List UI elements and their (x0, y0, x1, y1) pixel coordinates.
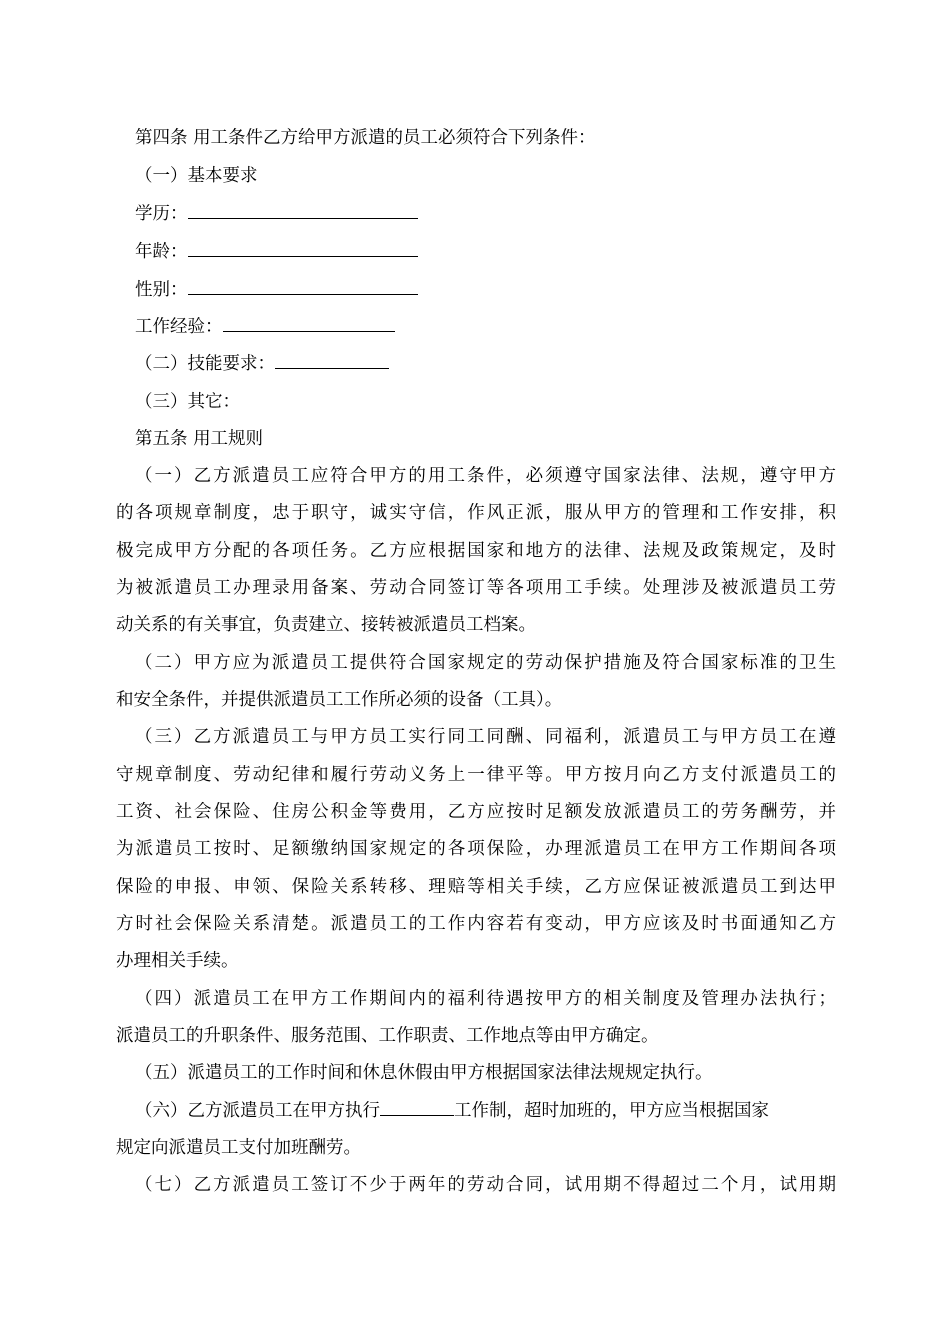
paragraph-line: 守规章制度、劳动纪律和履行劳动义务上一律平等。甲方按月向乙方支付派遣员工的 (116, 765, 836, 785)
article4-heading: 第四条 用工条件乙方给甲方派遣的员工必须符合下列条件： (135, 128, 596, 148)
paragraph-line: 和安全条件，并提供派遣员工工作所必须的设备（工具）。 (116, 690, 563, 710)
age-label: 年龄： (135, 242, 188, 262)
age-blank[interactable] (188, 240, 418, 257)
paragraph-line: 工资、社会保险、住房公积金等费用，乙方应按时足额发放派遣员工的劳务酬劳，并 (116, 802, 836, 822)
paragraph-line: 的各项规章制度，忠于职守，诚实守信，作风正派，服从甲方的管理和工作安排，积 (116, 503, 836, 523)
education-field (135, 202, 855, 226)
age-field (135, 240, 855, 264)
experience-field (135, 315, 855, 339)
work-system-line (135, 1099, 855, 1123)
paragraph-line: （五）派遣员工的工作时间和休息休假由甲方根据国家法律法规规定执行。 (135, 1063, 713, 1083)
education-label: 学历： (135, 204, 188, 224)
paragraph-line: 方时社会保险关系清楚。派遣员工的工作内容若有变动，甲方应该及时书面通知乙方 (116, 914, 836, 934)
paragraph-line: （四）派遣员工在甲方工作期间内的福利待遇按甲方的相关制度及管理办法执行； (135, 989, 836, 1009)
paragraph-line: （一）乙方派遣员工应符合甲方的用工条件，必须遵守国家法律、法规，遵守甲方 (135, 466, 836, 486)
article5-heading: 第五条 用工规则 (135, 429, 264, 449)
work-system-blank[interactable] (380, 1099, 454, 1116)
paragraph-line: （三）乙方派遣员工与甲方员工实行同工同酬、同福利，派遣员工与甲方员工在遵 (135, 727, 836, 747)
skills-label: （二）技能要求： (135, 354, 275, 374)
paragraph-line: （七）乙方派遣员工签订不少于两年的劳动合同，试用期不得超过二个月，试用期 (135, 1175, 836, 1195)
experience-label: 工作经验： (135, 317, 223, 337)
paragraph-line: 规定向派遣员工支付加班酬劳。 (116, 1138, 361, 1158)
paragraph-line: 派遣员工的升职条件、服务范围、工作职责、工作地点等由甲方确定。 (116, 1026, 659, 1046)
paragraph-line: 为派遣员工按时、足额缴纳国家规定的各项保险，办理派遣员工在甲方工作期间各项 (116, 839, 836, 859)
paragraph-line: 极完成甲方分配的各项任务。乙方应根据国家和地方的法律、法规及政策规定，及时 (116, 541, 836, 561)
other-label: （三）其它： (135, 392, 240, 412)
basic-requirements-title: （一）基本要求 (135, 166, 258, 186)
paragraph-line: 保险的申报、申领、保险关系转移、理赔等相关手续，乙方应保证被派遣员工到达甲 (116, 877, 836, 897)
skills-field (135, 352, 855, 376)
gender-label: 性别： (135, 280, 188, 300)
education-blank[interactable] (188, 202, 418, 219)
paragraph-line: 办理相关手续。 (116, 951, 239, 971)
paragraph-line: 为被派遣员工办理录用备案、劳动合同签订等各项用工手续。处理涉及被派遣员工劳 (116, 578, 836, 598)
work-system-text-after: 工作制，超时加班的，甲方应当根据国家 (454, 1101, 769, 1121)
work-system-text-before: （六）乙方派遣员工在甲方执行 (135, 1101, 380, 1121)
gender-blank[interactable] (188, 278, 418, 295)
gender-field (135, 278, 855, 302)
paragraph-line: （二）甲方应为派遣员工提供符合国家规定的劳动保护措施及符合国家标准的卫生 (135, 653, 836, 673)
paragraph-line: 动关系的有关事宜，负责建立、接转被派遣员工档案。 (116, 615, 536, 635)
experience-blank[interactable] (223, 315, 395, 332)
skills-blank[interactable] (275, 352, 389, 369)
